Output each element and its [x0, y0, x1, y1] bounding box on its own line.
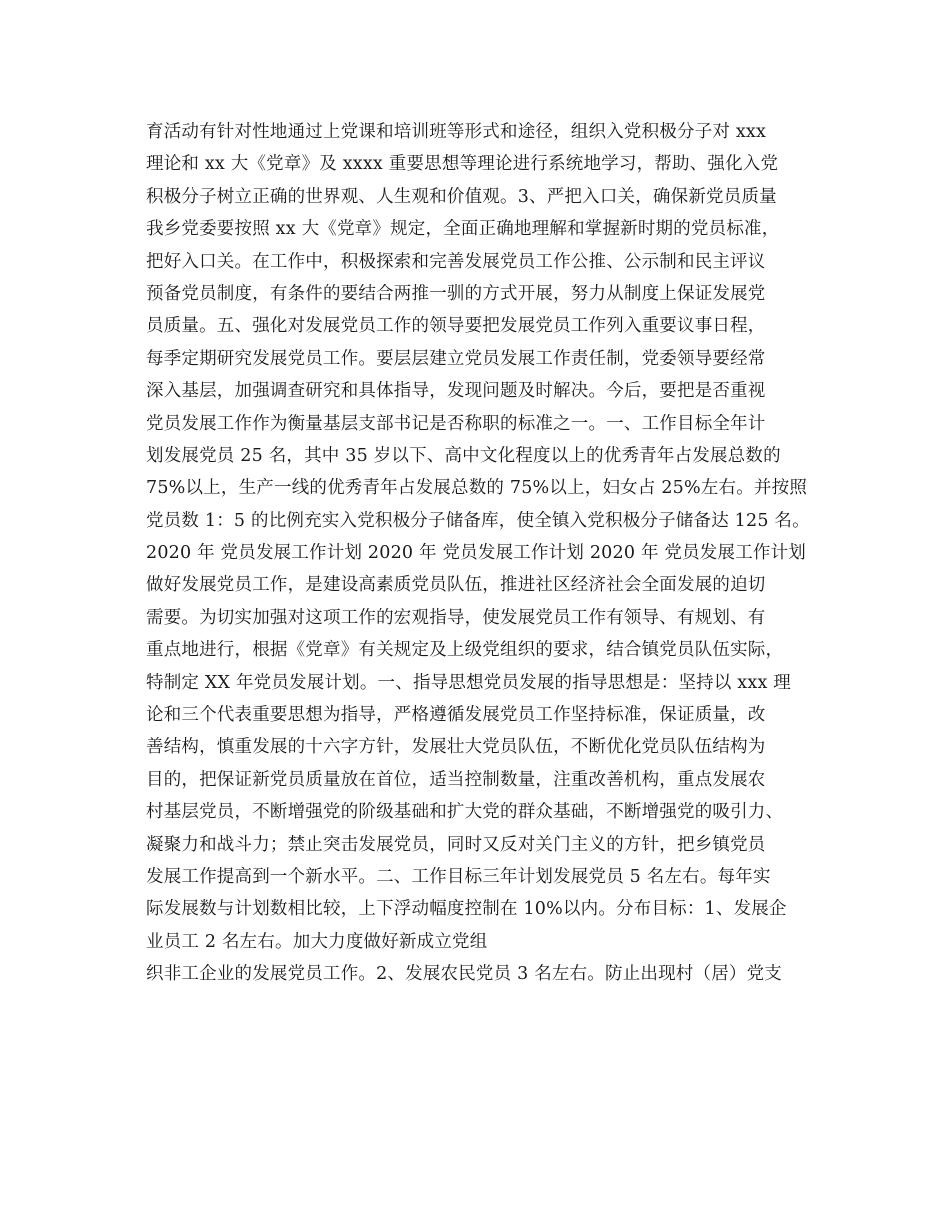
text-line-10: 党员发展工作作为衡量基层支部书记是否称职的标准之一。一、工作目标全年计: [146, 413, 766, 434]
text-line-22: 村基层党员，不断增强党的阶级基础和扩大党的群众基础，不断增强党的吸引力、: [146, 802, 784, 823]
text-line-2: 理论和 xx 大《党章》及 xxxx 重要思想等理论进行系统地学习，帮助、强化入党: [146, 154, 779, 175]
text-line-17: 重点地进行，根据《党章》有关规定及上级党组织的要求，结合镇党员队伍实际，: [146, 640, 784, 661]
text-line-12: 75%以上，生产一线的优秀青年占发展总数的 75%以上，妇女占 25%左右。并按照: [146, 478, 808, 499]
text-line-25: 际发展数与计划数相比较，上下浮动幅度控制在 10%以内。分布目标：1、发展企: [146, 899, 787, 920]
text-line-9: 深入基层，加强调查研究和具体指导，发现问题及时解决。今后，要把是否重视: [146, 381, 766, 402]
text-line-13: 党员数 1：5 的比例充实入党积极分子储备库，使全镇入党积极分子储备达 125 名。: [146, 510, 810, 531]
text-line-15: 做好发展党员工作，是建设高素质党员队伍，推进社区经济社会全面发展的迫切: [146, 575, 766, 596]
text-line-4: 我乡党委要按照 xx 大《党章》规定，全面正确地理解和掌握新时期的党员标准，: [146, 219, 780, 240]
text-line-27: 织非工企业的发展党员工作。2、发展农民党员 3 名左右。防止出现村（居）党支: [146, 964, 782, 985]
text-line-20: 善结构，慎重发展的十六字方针，发展壮大党员队伍，不断优化党员队伍结构为: [146, 737, 766, 758]
text-line-26: 业员工 2 名左右。加大力度做好新成立党组: [146, 931, 488, 952]
text-line-5: 把好入口关。在工作中，积极探索和完善发展党员工作公推、公示制和民主评议: [146, 251, 766, 272]
text-line-21: 目的，把保证新党员质量放在首位，适当控制数量，注重改善机构，重点发展农: [146, 769, 766, 790]
text-line-23: 凝聚力和战斗力；禁止突击发展党员，同时又反对关门主义的方针，把乡镇党员: [146, 834, 766, 855]
text-line-16: 需要。为切实加强对这项工作的宏观指导，使发展党员工作有领导、有规划、有: [146, 607, 766, 628]
text-line-1: 育活动有针对性地通过上党课和培训班等形式和途径，组织入党积极分子对 xxx: [146, 122, 767, 142]
body-text: [146, 116, 826, 991]
text-line-11: 划发展党员 25 名，其中 35 岁以下、高中文化程度以上的优秀青年占发展总数的: [146, 445, 781, 466]
text-line-18: 特制定 XX 年党员发展计划。一、指导思想党员发展的指导思想是：坚持以 xxx 理: [146, 672, 791, 693]
text-line-14: 2020 年 党员发展工作计划 2020 年 党员发展工作计划 2020 年 党员发展工作计划: [146, 543, 807, 564]
text-line-19: 论和三个代表重要思想为指导，严格遵循发展党员工作坚持标准，保证质量，改: [146, 705, 766, 726]
text-line-8: 每季定期研究发展党员工作。要层层建立党员发展工作责任制，党委领导要经常: [146, 348, 766, 369]
text-line-6: 预备党员制度，有条件的要结合两推一驯的方式开展，努力从制度上保证发展党: [146, 283, 766, 304]
text-line-24: 发展工作提高到一个新水平。二、工作目标三年计划发展党员 5 名左右。每年实: [146, 866, 771, 887]
text-line-3: 积极分子树立正确的世界观、人生观和价值观。3、严把入口关，确保新党员质量: [146, 186, 777, 207]
text-line-7: 员质量。五、强化对发展党员工作的领导要把发展党员工作列入重要议事日程，: [146, 316, 766, 337]
